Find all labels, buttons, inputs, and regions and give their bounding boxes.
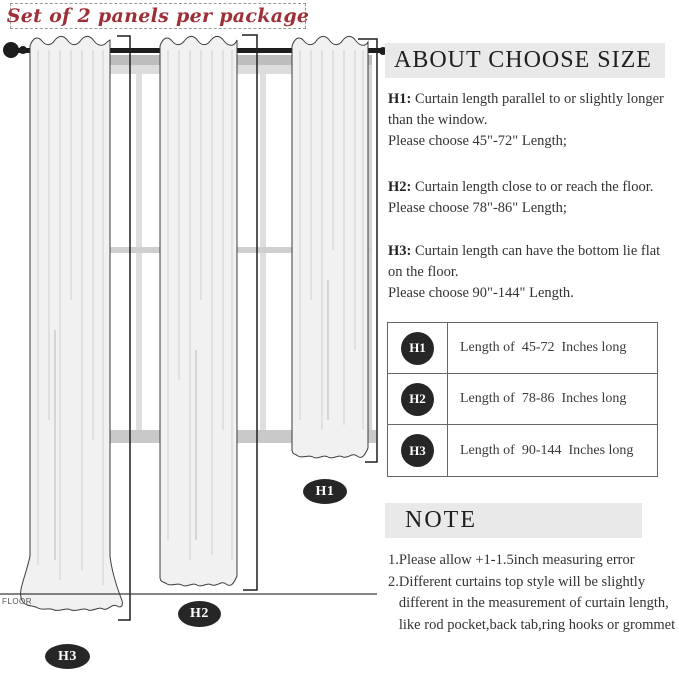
table-row xyxy=(388,425,657,476)
h3-choose: Please choose 90"-144" Length. xyxy=(388,285,574,301)
table-badge-h2: H2 xyxy=(401,383,434,416)
floor-label: FLOOR xyxy=(2,597,33,606)
length-table xyxy=(387,322,658,477)
table-row xyxy=(388,374,657,425)
h2-key: H2: xyxy=(388,179,412,195)
badge-h2: H2 xyxy=(178,601,221,627)
size-guide-item-h2 xyxy=(388,177,670,219)
measure-line-h2 xyxy=(242,35,257,590)
h1-key: H1: xyxy=(388,91,412,107)
table-length-text: Length of 78-86 Inches long xyxy=(460,391,627,406)
h3-key: H3: xyxy=(388,243,412,259)
table-length-text: Length of 90-144 Inches long xyxy=(460,442,634,458)
h1-desc-cont: than the window. xyxy=(388,112,488,128)
curtain-h2-illustration xyxy=(160,36,237,585)
note-list xyxy=(388,550,679,636)
note-line: 2.Different curtains top style will be slightly xyxy=(388,573,646,590)
h2-desc: Curtain length close to or reach the floor. xyxy=(414,179,654,195)
badge-h1: H1 xyxy=(303,479,347,504)
table-length-text: Length of 45-72 Inches long xyxy=(460,340,627,355)
note-line: 1.Please allow +1-1.5inch measuring error xyxy=(388,552,635,568)
table-badge-h1: H1 xyxy=(401,332,434,365)
note-line: like rod pocket,back tab,ring hooks or grommet xyxy=(388,616,676,633)
note-heading: NOTE xyxy=(385,503,642,538)
size-guide-heading: ABOUT CHOOSE SIZE xyxy=(385,43,665,78)
table-badge-cell xyxy=(388,323,448,373)
size-guide-item-h3 xyxy=(388,241,670,304)
badge-h3: H3 xyxy=(45,644,90,669)
table-badge-cell xyxy=(388,374,448,424)
h1-desc: Curtain length parallel to or slightly longer xyxy=(414,91,664,107)
curtain-h3-illustration xyxy=(21,36,123,610)
table-badge-h3: H3 xyxy=(401,434,434,467)
table-row xyxy=(388,323,657,374)
h1-choose: Please choose 45"-72" Length; xyxy=(388,133,567,149)
h2-choose: Please choose 78"-86" Length; xyxy=(388,200,567,216)
curtain-h1-illustration xyxy=(292,36,368,457)
package-title: Set of 2 panels per package xyxy=(6,5,310,27)
h3-desc: Curtain length can have the bottom lie flat xyxy=(414,243,661,259)
h3-desc-cont: on the floor. xyxy=(388,264,459,280)
note-line: different in the measurement of curtain length, xyxy=(388,595,669,611)
table-badge-cell xyxy=(388,425,448,476)
size-guide-item-h1 xyxy=(388,89,670,152)
measure-line-h3 xyxy=(117,36,130,620)
